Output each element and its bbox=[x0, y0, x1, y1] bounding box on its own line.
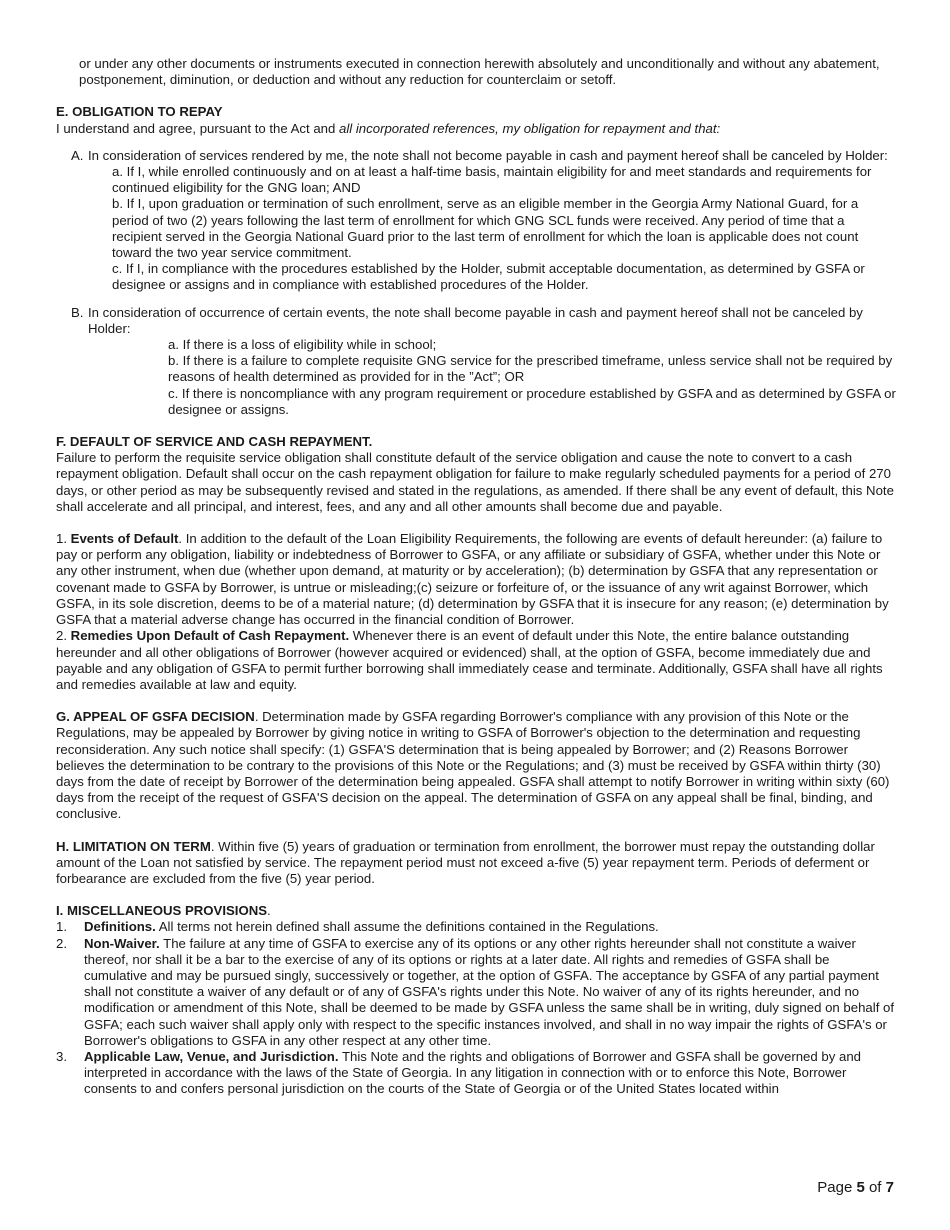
misc-item-non-waiver bbox=[56, 936, 896, 1049]
misc-item-definitions bbox=[56, 919, 896, 935]
misc-item-1-num: 1. bbox=[56, 919, 67, 935]
misc-item-2-text: The failure at any time of GSFA to exercise any of its options or any other rights hereunder shall not constitute a waiver thereof, nor shall it be a bar to the exercise of any of its options or rights at a later date. All rights and remedies of GSFA shall be cumulative and may be pursued singly, successively or together, at the option of GSFA. The acceptance by GSFA of any partial payment shall not constitute a waiver of any default or of any of GSFA's rights under this Note. No waiver of any of its rights hereunder, and no modification or amendment of this Note, shall be deemed to be made by GSFA unless the same shall be in writing, duly signed on behalf of GSFA; each such waiver shall apply only with respect to the specific instances involved, and shall in no way impair the rights of GSFA's or Borrower's obligations to GSFA in any other respect at any other time. bbox=[84, 935, 895, 1048]
section-g-heading: G. APPEAL OF GSFA DECISION bbox=[56, 709, 255, 725]
footer-page-number: 5 bbox=[856, 1179, 865, 1196]
section-i-heading-line bbox=[56, 903, 896, 919]
section-e-intro-plain: I understand and agree, pursuant to the Act and bbox=[56, 120, 340, 136]
section-h-paragraph bbox=[56, 839, 896, 888]
carry-over-text: or under any other documents or instruments executed in connection herewith absolutely and unconditionally and without any abatement, postponement, diminution, or deduction and without any reduction for counterclaim or setoff. bbox=[79, 56, 880, 88]
clause-b-item-c: c. If there is noncompliance with any program requirement or procedure established by GSFA and as determined by GSFA or designee or assigns. bbox=[168, 385, 896, 417]
misc-item-1-body bbox=[84, 919, 896, 935]
carry-over-paragraph bbox=[56, 56, 896, 88]
section-h-body: . Within five (5) years of graduation or termination from enrollment, the borrower must repay the outstanding dollar amount of the Loan not satisfied by service. The repayment period must not exceed a-five (5) year repayment term. Periods of deferment or forbearance are excluded from the five (5) year period. bbox=[56, 838, 875, 886]
clause-b-item-a: a. If there is a loss of eligibility while in school; bbox=[168, 337, 437, 353]
page-footer bbox=[817, 1180, 894, 1196]
events-of-default-text: . In addition to the default of the Loan Eligibility Requirements, the following are events of default hereunder: (a) failure to pay or perform any obligation, liability or indebtedness of Borrower to GSFA, or any affiliate or subsidiary of GSFA, whether under this Note or any other instrument, when due (whether upon demand, at maturity or by acceleration); (b) determination by GSFA that any representation or covenant made to GSFA by Borrower, is untrue or misleading;(c) seizure or forfeiture of, or the issuance of any writ against Borrower, which GSFA, in its sole discretion, deems to be of a material nature; (d) determination by GSFA that it is insecure for any reason; (e) determination by GSFA that a material adverse change has occurred in the financial condition of Borrower. bbox=[56, 531, 889, 628]
clause-b-label: B. bbox=[71, 304, 84, 320]
clause-a-item-b: b. If I, upon graduation or termination of such enrollment, serve as an eligible member in the Georgia Army National Guard, for a period of two (2) years following the last term of enrollment for which GNG SCL funds were received. Any period of time that a recipient served in the Georgia National Guard prior to the last term of enrollment for which the loan is applicable does not count toward the two year service commitment. bbox=[112, 196, 859, 261]
footer-page-total: 7 bbox=[885, 1179, 894, 1196]
misc-item-1-title: Definitions. bbox=[84, 919, 156, 935]
misc-item-1-text: All terms not herein defined shall assume the definitions contained in the Regulations. bbox=[155, 919, 659, 935]
clause-b-text: In consideration of occurrence of certain events, the note shall become payable in cash and payment hereof shall not be canceled by Holder: bbox=[88, 304, 863, 336]
clause-a-item-c: c. If I, in compliance with the procedures established by the Holder, submit acceptable documentation, as determined by GSFA or designee or assigns and in compliance with established procedures of the Holder. bbox=[112, 261, 865, 293]
section-f-heading: F. DEFAULT OF SERVICE AND CASH REPAYMENT. bbox=[56, 434, 373, 450]
misc-item-2-title: Non-Waiver. bbox=[84, 935, 160, 951]
section-g-body: . Determination made by GSFA regarding Borrower's compliance with any provision of this Note or the Regulations, may be appealed by Borrower by giving notice in writing to GSFA of Borrower's objection to the determination and requesting reconsideration. Any such notice shall specify: (1) GSFA'S determination that is being appealed by Borrower; and (2) Reasons Borrower believes the determination to be contrary to the provisions of this Note or the Regulations; and (3) must be received by GSFA within thirty (30) days from the date of receipt by Borrower of the determination being appealed. GSFA shall attempt to notify Borrower in writing within sixty (60) days from the receipt of the request of GSFA'S decision on the appeal. The determination of GSFA on any appeal shall be final, binding, and conclusive. bbox=[56, 709, 890, 822]
section-h-heading: H. LIMITATION ON TERM bbox=[56, 838, 211, 854]
section-g bbox=[56, 709, 896, 822]
section-i-heading: I. MISCELLANEOUS PROVISIONS bbox=[56, 903, 268, 919]
misc-item-applicable-law bbox=[56, 1049, 896, 1098]
misc-item-2-body bbox=[84, 936, 896, 1049]
section-e bbox=[56, 104, 896, 418]
section-i-heading-end: . bbox=[267, 903, 271, 919]
footer-page-word: Page bbox=[817, 1179, 857, 1196]
section-e-intro bbox=[56, 121, 896, 137]
clause-a-item-a: a. If I, while enrolled continuously and on at least a half-time basis, maintain eligibility for and meet standards and requirements for continued eligibility for the GNG loan; AND bbox=[112, 164, 872, 196]
clause-a-label: A. bbox=[71, 147, 84, 163]
clause-a-text: In consideration of services rendered by me, the note shall not become payable in cash and payment hereof shall be canceled by Holder: bbox=[88, 147, 888, 163]
section-f bbox=[56, 434, 896, 693]
clause-b bbox=[56, 305, 896, 337]
section-i bbox=[56, 903, 896, 1097]
section-g-paragraph bbox=[56, 709, 896, 822]
misc-item-2-num: 2. bbox=[56, 935, 67, 951]
section-e-intro-italic: all incorporated references, my obligation for repayment and that: bbox=[339, 120, 721, 136]
section-f-body: Failure to perform the requisite service obligation shall constitute default of the service obligation and cause the note to convert to a cash repayment obligation. Default shall occur on the cash repayment obligation for failure to make regularly scheduled payments for a period of 270 days, or other period as may be subsequently revised and stated in the regulations, as amended. If there shall be any event of default, this Note shall accelerate and all principal, and interest, fees, and any and all other amounts shall become due and payable. bbox=[56, 450, 894, 514]
footer-of-word: of bbox=[864, 1179, 886, 1196]
clause-a-items bbox=[56, 164, 896, 294]
remedies-title: Remedies Upon Default of Cash Repayment. bbox=[70, 628, 350, 644]
clause-a bbox=[56, 148, 896, 164]
section-h bbox=[56, 839, 896, 888]
misc-item-3-text: This Note and the rights and obligations of Borrower and GSFA shall be governed by and interpreted in accordance with the laws of the State of Georgia. In any litigation in connection with or to enforce this Note, Borrower consents to and confers personal jurisdiction on the courts of the State of Georgia or of the United States located within bbox=[84, 1048, 861, 1097]
clause-b-items bbox=[56, 337, 896, 418]
document-page bbox=[56, 56, 896, 1098]
remedies-upon-default bbox=[56, 628, 896, 693]
events-of-default bbox=[56, 531, 896, 628]
misc-item-3-title: Applicable Law, Venue, and Jurisdiction. bbox=[84, 1048, 339, 1064]
misc-item-3-body bbox=[84, 1049, 896, 1098]
events-of-default-title: Events of Default bbox=[70, 531, 179, 547]
remedies-num: 2. bbox=[56, 628, 71, 644]
misc-item-3-num: 3. bbox=[56, 1048, 67, 1064]
clause-b-item-b: b. If there is a failure to complete requisite GNG service for the prescribed timeframe, unless service shall not be required by reasons of health determined as provided for in the ”Act”; OR bbox=[168, 353, 893, 385]
events-of-default-num: 1. bbox=[56, 531, 71, 547]
section-e-heading: E. OBLIGATION TO REPAY bbox=[56, 104, 223, 120]
remedies-text: Whenever there is an event of default under this Note, the entire balance outstanding hereunder and all other obligations of Borrower (however acquired or evidenced) shall, at the option of GSFA, become immediately due and payable and any obligation of GSFA to permit further borrowing shall immediately cease and terminate. Additionally, GSFA shall have all rights and remedies available at law and equity. bbox=[56, 628, 883, 692]
